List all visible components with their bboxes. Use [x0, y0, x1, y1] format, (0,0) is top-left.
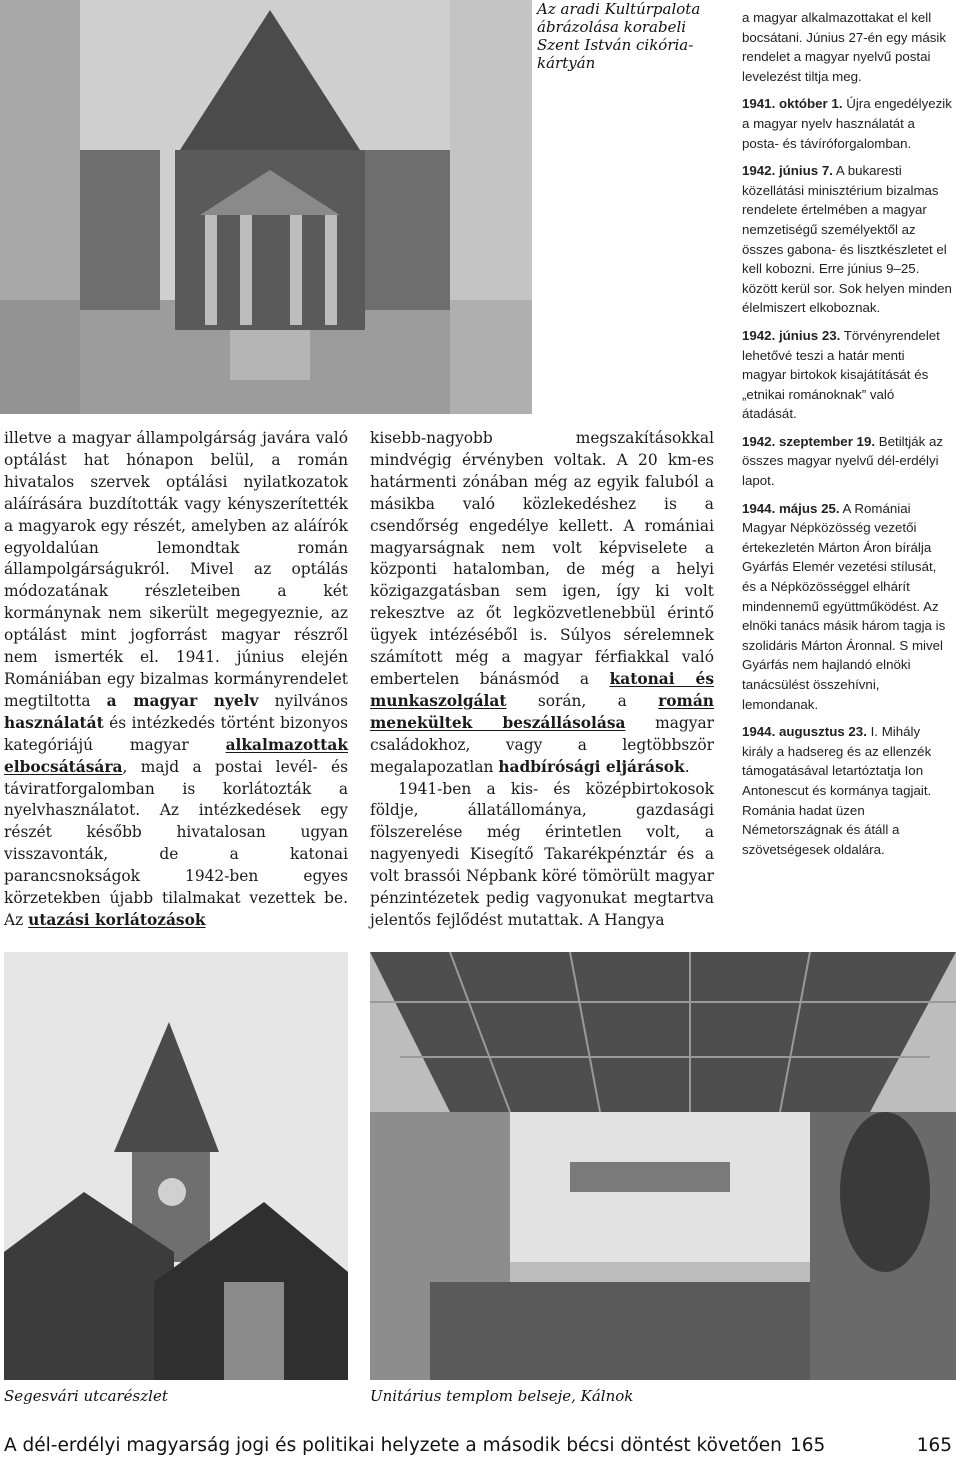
timeline-date: 1944. május 25. — [742, 500, 840, 516]
page-number: 165 — [916, 1435, 952, 1456]
timeline-date: 1944. augusztus 23. — [742, 724, 867, 740]
sighisoara-photo — [4, 952, 348, 1380]
body-column-2 — [370, 428, 714, 932]
page-number: 165 — [790, 1435, 826, 1456]
caption-line: kártyán — [537, 54, 596, 72]
emphasis: használatát — [4, 713, 104, 732]
palace-caption — [537, 0, 737, 72]
paragraph: 1941-ben a kis- és középbirtokosok földje, állatállománya, gazdasági fölszerelése még érintetlen volt, a nagyenyedi Kisegítő Takarékpénztár és a volt brassói Népbank köré tömörült magyar pénzintézetek pedig vagyonukat megtartva jelentős fejlődést mutattak. A Hangya — [370, 779, 714, 929]
church-interior-photo — [370, 952, 956, 1380]
text-run: , majd a postai levél- és táviratforgalomban is korlátozták a nyelvhasználatot. Az intézkedések egy részét később hivatalosan ugyan visszavonták, de a katonai parancsnokságok 1942-ben egyes körzetekben újabb tilalmakat vezettek be. Az — [4, 757, 348, 929]
church-caption: Unitárius templom belseje, Kálnok — [370, 1387, 634, 1405]
sighisoara-caption: Segesvári utcarészlet — [4, 1387, 168, 1405]
caption-line: ábrázolása korabeli — [537, 18, 687, 36]
timeline-entry — [742, 326, 952, 424]
timeline-entry — [742, 722, 952, 859]
paragraph — [370, 428, 714, 779]
emphasis: utazási korlátozások — [28, 910, 206, 929]
palace-illustration — [0, 0, 532, 414]
text-run: kisebb-nagyobb megszakításokkal mindvégig érvényben voltak. A 20 km-es határmenti zónában még az egyik faluból a másikba való közlekedéshez is a csendőrség engedélye kellett. A romániai magyarságnak nem volt képviselete a központi hatalomban, de még a helyi közigazgatásban sem igen, így ki volt rekesztve az őt legközvetlenebbül érintő ügyek intézéséből is. Súlyos sérelemnek számított még a magyar férfiakkal való embertelen bánásmód a — [370, 429, 714, 688]
caption-line: Az aradi Kultúrpalota — [537, 0, 701, 18]
text-run: illetve a magyar állampolgárság javára való optálást hat hónapon belül, a román hivatalos szervek optálási nyilatkozatok aláírására buzdították vagy kényszerítették a magyarok egy részét, amelyben az aláírók egyoldalúan lemondtak román állampolgárságukról. Mivel az optálás módozatának részleteiben a két kormánynak nem sikerült megegyeznie, az optálást mint jogforrást magyar részről nem ismerték el. 1941. június elején Romániában egy bizalmas kormányrendelet megtiltotta — [4, 429, 348, 710]
timeline-text: A Romániai Magyar Népközösség vezetői értekezletén Márton Áron bírálja Gyárfás Elemér vezetési stílusát, és a Népközösséggel elhárít mindennemű együttműködést. Az elnöki tanács másik három tagja is szolidáris Márton Áronnal. S mivel Gyárfás nem hajlandó elnöki tanácsülést összehívni, lemondanak. — [742, 500, 946, 712]
timeline-date: 1941. október 1. — [742, 96, 843, 112]
timeline-date: 1942. június 7. — [742, 163, 833, 179]
page-footer — [4, 1433, 956, 1459]
timeline-text: Betiltják az összes magyar nyelvű dél-erdélyi lapot. — [742, 433, 944, 489]
emphasis: alkalmazottak elbocsátására — [4, 735, 348, 776]
text-run: során, a — [506, 691, 659, 710]
paragraph — [4, 428, 348, 932]
running-title: A dél-erdélyi magyarság jogi és politikai helyzete a második bécsi döntést követően — [4, 1435, 782, 1456]
emphasis: hadbírósági eljárások — [498, 757, 685, 776]
timeline-text: Törvényrendelet lehetővé teszi a határ menti magyar birtokok kisajátítását és „etnikai románoknak” való átadását. — [742, 327, 940, 422]
body-column-1 — [4, 428, 348, 932]
text-run: nyilvános — [258, 691, 348, 710]
caption-line: Szent István cikória- — [537, 36, 694, 54]
timeline-text: a magyar alkalmazottakat el kell bocsátani. Június 27-én egy másik rendelet a magyar nyelvű postai levelezést tiltja meg. — [742, 10, 946, 84]
timeline-entry — [742, 432, 952, 491]
timeline-text: A bukaresti közellátási minisztérium bizalmas rendelete értelmében a magyar nemzetiségű személyektől az összes gabona- és lisztkészletet el kell kobozni. Erre június 9–25. között kerül sor. Sok helyen minden élelmiszert elkoboznak. — [742, 163, 952, 316]
emphasis: katonai és munkaszolgálat — [370, 669, 714, 710]
timeline-date: 1942. június 23. — [742, 327, 841, 343]
timeline-entry — [742, 161, 952, 318]
text-run: . — [684, 757, 690, 776]
timeline-text: I. Mihály király a hadsereg és az ellenzék támogatásával letartóztatja Ion Antonescut és kormánya tagjait. Románia hadat üzen Németországnak és átáll a szövetségesek oldalára. — [742, 724, 932, 857]
timeline-text: Újra engedélyezik a magyar nyelv használatát a posta- és távíróforgalomban. — [742, 96, 952, 151]
emphasis: román menekültek beszállásolása — [370, 691, 714, 732]
timeline-entry — [742, 94, 952, 153]
timeline-entry — [742, 499, 952, 715]
emphasis: a magyar nyelv — [106, 691, 259, 710]
text-run: magyar családokhoz, vagy a legtöbbször megalapozatlan — [370, 713, 714, 776]
timeline-date: 1942. szeptember 19. — [742, 433, 876, 449]
timeline-entry — [742, 8, 952, 86]
text-run: és intézkedés történt bizonyos kategóriájú magyar — [4, 713, 348, 754]
timeline-sidebar — [742, 8, 952, 867]
